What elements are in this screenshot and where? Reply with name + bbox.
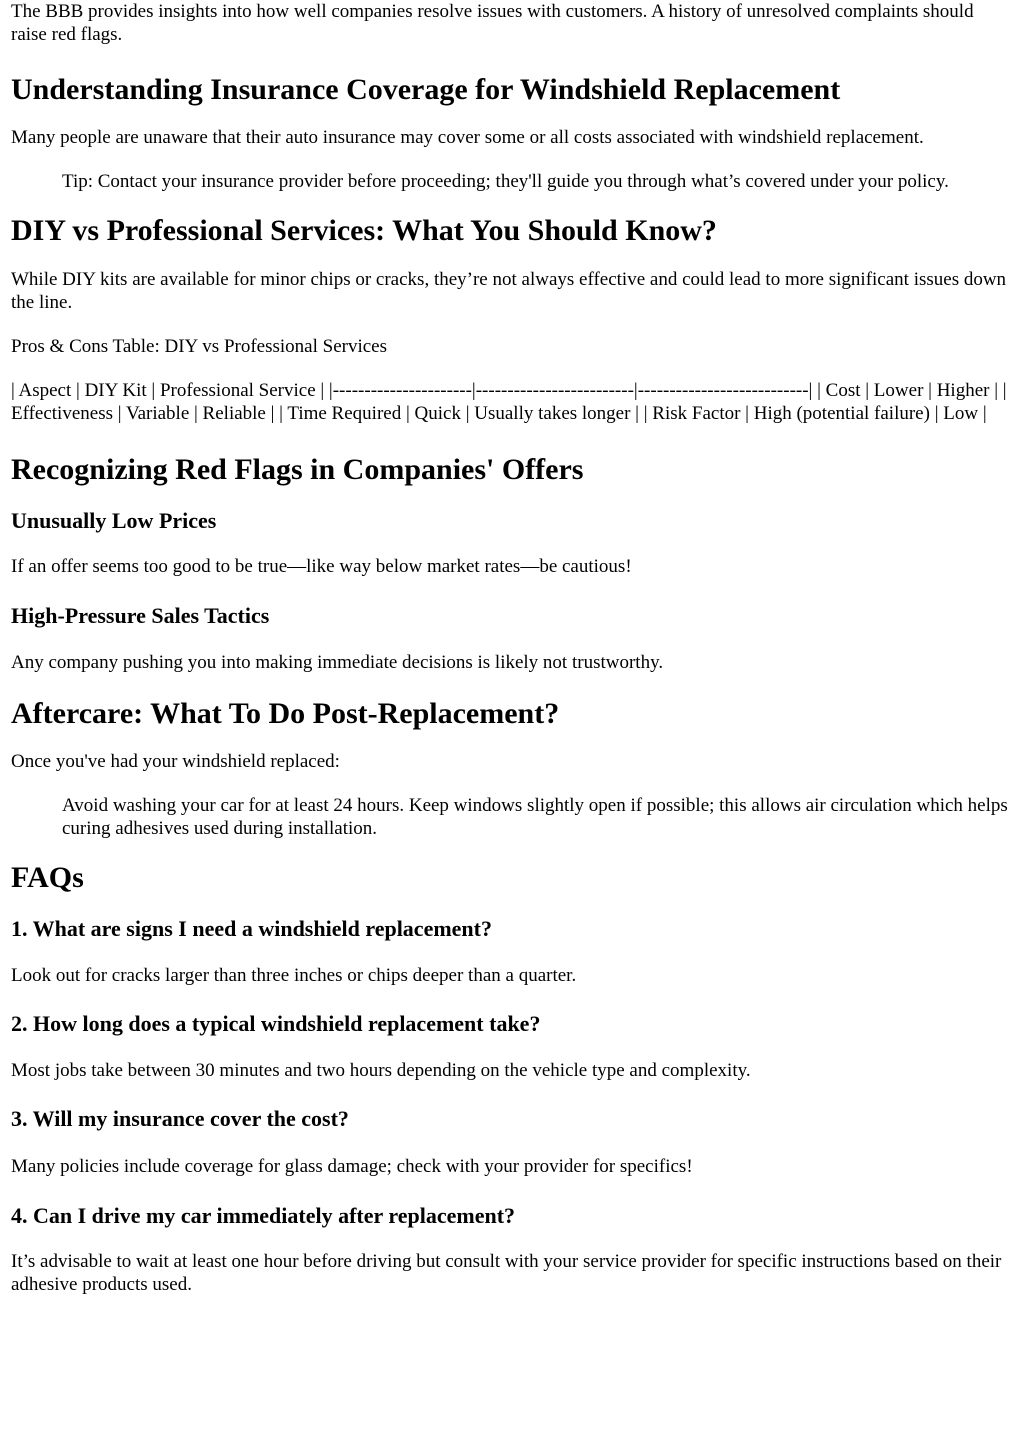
aftercare-intro: Once you've had your windshield replaced: bbox=[11, 751, 340, 772]
aftercare-quote: Avoid washing your car for at least 24 hours. Keep windows slightly open if possible; this allows air circulation which helps curing adhesives used during installation. bbox=[62, 795, 1008, 839]
insurance-heading: Understanding Insurance Coverage for Windshield Replacement bbox=[11, 73, 841, 106]
faq-question: 1. What are signs I need a windshield replacement? bbox=[11, 916, 492, 941]
low-prices-paragraph: If an offer seems too good to be true—like way below market rates—be cautious! bbox=[11, 556, 632, 577]
faq-answer: Look out for cracks larger than three inches or chips deeper than a quarter. bbox=[11, 965, 577, 986]
diy-heading: DIY vs Professional Services: What You Should Know? bbox=[11, 214, 717, 247]
faqs-heading: FAQs bbox=[11, 861, 84, 894]
faq-question: 3. Will my insurance cover the cost? bbox=[11, 1106, 349, 1131]
faq-question: 4. Can I drive my car immediately after replacement? bbox=[11, 1203, 516, 1228]
diy-paragraph: While DIY kits are available for minor chips or cracks, they’re not always effective and could lead to more significant issues down the line. bbox=[11, 269, 1007, 313]
pros-cons-table-text: | Aspect | DIY Kit | Professional Service | |----------------------|-------------------------|---------------------------| | Cost | Lower | Higher | | Effectiveness | Variable | Reliable | | Time Required | Quick | Usually takes longer | | Risk Factor | High (potential failure) | Low | bbox=[11, 380, 1007, 424]
low-prices-heading: Unusually Low Prices bbox=[11, 508, 217, 533]
faq-question: 2. How long does a typical windshield replacement take? bbox=[11, 1011, 541, 1036]
faq-answer: Many policies include coverage for glass damage; check with your provider for specifics! bbox=[11, 1156, 693, 1177]
pressure-heading: High-Pressure Sales Tactics bbox=[11, 603, 270, 628]
pressure-paragraph: Any company pushing you into making immediate decisions is likely not trustworthy. bbox=[11, 652, 664, 673]
insurance-paragraph: Many people are unaware that their auto insurance may cover some or all costs associated with windshield replacement. bbox=[11, 127, 924, 148]
aftercare-heading: Aftercare: What To Do Post-Replacement? bbox=[11, 697, 560, 730]
bbb-paragraph: The BBB provides insights into how well companies resolve issues with customers. A history of unresolved complaints should raise red flags. bbox=[11, 1, 974, 45]
insurance-tip: Tip: Contact your insurance provider before proceeding; they'll guide you through what’s covered under your policy. bbox=[62, 171, 949, 192]
faq-answer: It’s advisable to wait at least one hour before driving but consult with your service provider for specific instructions based on their adhesive products used. bbox=[11, 1251, 1002, 1295]
red-flags-heading: Recognizing Red Flags in Companies' Offers bbox=[11, 453, 584, 486]
faq-answer: Most jobs take between 30 minutes and two hours depending on the vehicle type and complexity. bbox=[11, 1060, 751, 1081]
table-caption: Pros & Cons Table: DIY vs Professional Services bbox=[11, 336, 388, 357]
